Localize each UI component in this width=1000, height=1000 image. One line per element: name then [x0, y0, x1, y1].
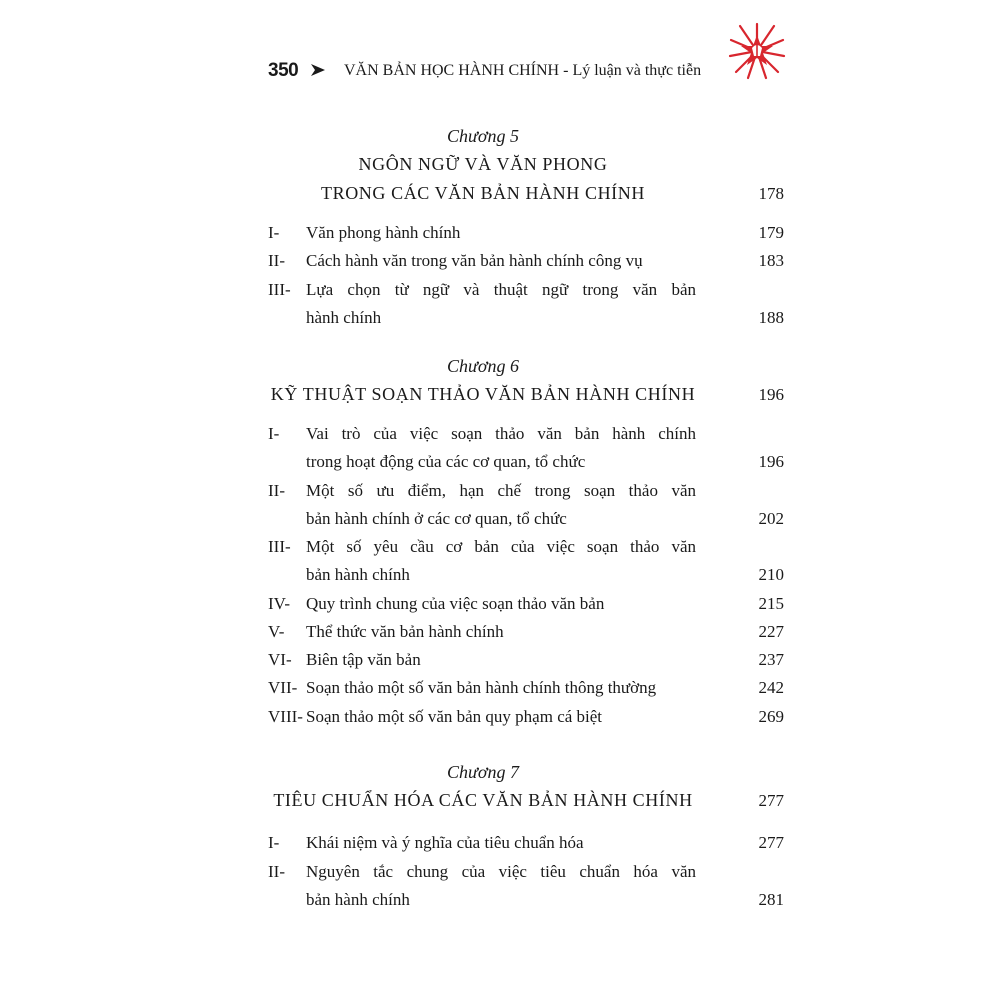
toc-item-number: VI- — [268, 650, 292, 669]
toc-item-number: I- — [268, 424, 280, 443]
toc-item-page: 277 — [758, 833, 784, 852]
chapter-7-page: 277 — [758, 791, 784, 810]
toc-item-page: 242 — [758, 678, 784, 697]
toc-item-text: Khái niệm và ý nghĩa của tiêu chuẩn hóa — [306, 833, 584, 852]
toc-item-number: II- — [268, 481, 285, 500]
chapter-6-label: Chương 6 — [447, 356, 519, 376]
toc-item-number: III- — [268, 280, 291, 299]
toc-item-number: VII- — [268, 678, 298, 697]
chapter-6-page: 196 — [758, 385, 784, 404]
toc-item-text-line2: hành chính — [306, 308, 382, 327]
toc-item-page: 281 — [758, 890, 784, 909]
toc-item-text: Soạn thảo một số văn bản quy phạm cá biệt — [306, 707, 603, 726]
toc-item-text-line1: Lựa chọn từ ngữ và thuật ngữ trong văn bản — [306, 280, 696, 299]
toc-item-text: Soạn thảo một số văn bản hành chính thông thường — [306, 678, 657, 697]
toc-item-page: 269 — [758, 707, 784, 726]
toc-item-text-line1: Vai trò của việc soạn thảo văn bản hành chính — [306, 424, 696, 443]
toc-item-number: IV- — [268, 594, 291, 613]
toc-item-page: 188 — [758, 308, 784, 327]
toc-item-text-line1: Nguyên tắc chung của việc tiêu chuẩn hóa văn — [306, 862, 696, 881]
toc-item-page: 237 — [758, 650, 784, 669]
toc-item-number: I- — [268, 833, 280, 852]
toc-item-page: 179 — [758, 223, 784, 242]
toc-item-text-line1: Một số ưu điểm, hạn chế trong soạn thảo văn — [306, 481, 696, 500]
toc-item-text-line2: bản hành chính — [306, 890, 410, 909]
chapter-7-label: Chương 7 — [447, 762, 519, 782]
page-number: 350 — [268, 60, 299, 81]
toc-item-text-line2: trong hoạt động của các cơ quan, tổ chức — [306, 452, 586, 471]
toc-item-text-line2: bản hành chính — [306, 565, 410, 584]
toc-item-number: III- — [268, 537, 291, 556]
toc-item-number: VIII- — [268, 707, 303, 726]
toc-item-page: 227 — [758, 622, 784, 641]
toc-item-page: 210 — [758, 565, 784, 584]
chapter-5-label: Chương 5 — [447, 126, 519, 146]
chapter-5-title-line2: TRONG CÁC VĂN BẢN HÀNH CHÍNH — [321, 183, 645, 203]
toc-item-text: Quy trình chung của việc soạn thảo văn bản — [306, 594, 605, 613]
toc-item-number: II- — [268, 251, 285, 270]
running-title: VĂN BẢN HỌC HÀNH CHÍNH - Lý luận và thực tiễn — [344, 62, 702, 79]
toc-item-page: 196 — [758, 452, 784, 471]
toc-item-text: Biên tập văn bản — [306, 650, 421, 669]
toc-item-text-line2: bản hành chính ở các cơ quan, tổ chức — [306, 509, 567, 528]
chapter-5-page: 178 — [758, 184, 784, 203]
toc-item-text: Văn phong hành chính — [306, 223, 461, 242]
toc-item-text: Thể thức văn bản hành chính — [306, 622, 504, 641]
toc-item-number: I- — [268, 223, 280, 242]
chapter-6-title: KỸ THUẬT SOẠN THẢO VĂN BẢN HÀNH CHÍNH — [270, 384, 696, 404]
toc-item-text-line1: Một số yêu cầu cơ bản của việc soạn thảo văn — [306, 537, 696, 556]
toc-item-page: 183 — [758, 251, 784, 270]
toc-item-page: 202 — [758, 509, 784, 528]
chapter-5-title-line1: NGÔN NGỮ VÀ VĂN PHONG — [358, 154, 608, 174]
chapter-7-title: TIÊU CHUẨN HÓA CÁC VĂN BẢN HÀNH CHÍNH — [273, 790, 693, 810]
table-of-contents — [268, 0, 784, 1000]
toc-item-page: 215 — [758, 594, 784, 613]
toc-item-text: Cách hành văn trong văn bản hành chính công vụ — [306, 251, 643, 270]
toc-item-number: V- — [268, 622, 285, 641]
toc-item-number: II- — [268, 862, 285, 881]
